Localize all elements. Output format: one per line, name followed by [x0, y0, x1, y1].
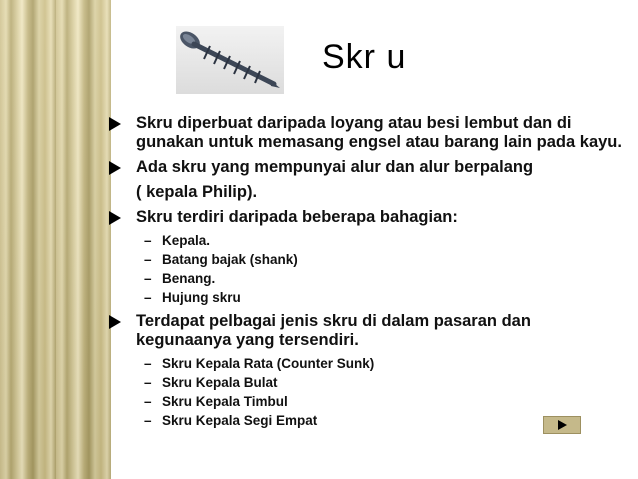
bullet-arrow-icon: [109, 117, 121, 131]
sub-item-text: Skru Kepala Timbul: [162, 394, 288, 409]
sub-item: [104, 375, 624, 391]
dash-marker: –: [144, 233, 152, 248]
bullet-text: Skru diperbuat daripada loyang atau besi lembut dan di gunakan untuk memasang engsel atau barang lain pada kayu.: [136, 114, 622, 151]
bullet-text: Ada skru yang mempunyai alur dan alur berpalang: [136, 158, 534, 176]
sub-item-text: Benang.: [162, 271, 216, 286]
sub-item: [104, 356, 624, 372]
sub-item-text: Skru Kepala Segi Empat: [162, 413, 318, 428]
bullet-item: [104, 114, 624, 152]
dash-marker: –: [144, 271, 152, 286]
bullet-arrow-icon: [109, 211, 121, 225]
sub-item: [104, 394, 624, 410]
bullet-continuation: ( kepala Philip).: [136, 183, 258, 201]
dash-marker: –: [144, 252, 152, 267]
sub-item: [104, 252, 624, 268]
sub-item: [104, 233, 624, 249]
play-triangle-icon: [558, 420, 567, 430]
bullet-list: [104, 114, 624, 429]
bullet-text: Terdapat pelbagai jenis skru di dalam pasaran dan kegunaanya yang tersendiri.: [136, 312, 531, 349]
sub-item-text: Skru Kepala Bulat: [162, 375, 278, 390]
bullet-item: [104, 312, 624, 350]
dash-marker: –: [144, 375, 152, 390]
bullet-item: [104, 208, 624, 227]
sub-item-text: Batang bajak (shank): [162, 252, 298, 267]
sub-item: [104, 271, 624, 287]
bullet-arrow-icon: [109, 161, 121, 175]
dash-marker: –: [144, 394, 152, 409]
bullet-text: Skru terdiri daripada beberapa bahagian:: [136, 208, 458, 226]
dash-marker: –: [144, 290, 152, 305]
sub-item-text: Skru Kepala Rata (Counter Sunk): [162, 356, 375, 371]
bullet-item: [104, 158, 624, 177]
dash-marker: –: [144, 356, 152, 371]
screw-icon: [176, 26, 284, 94]
next-slide-button[interactable]: [543, 416, 581, 434]
bullet-arrow-icon: [109, 315, 121, 329]
screw-image: [176, 26, 284, 94]
decorative-stripe-border: [0, 0, 111, 479]
sub-item-text: Hujung skru: [162, 290, 241, 305]
slide-title: Skr u: [322, 38, 407, 76]
sub-item-text: Kepala.: [162, 233, 211, 248]
dash-marker: –: [144, 413, 152, 428]
sub-item: [104, 290, 624, 306]
